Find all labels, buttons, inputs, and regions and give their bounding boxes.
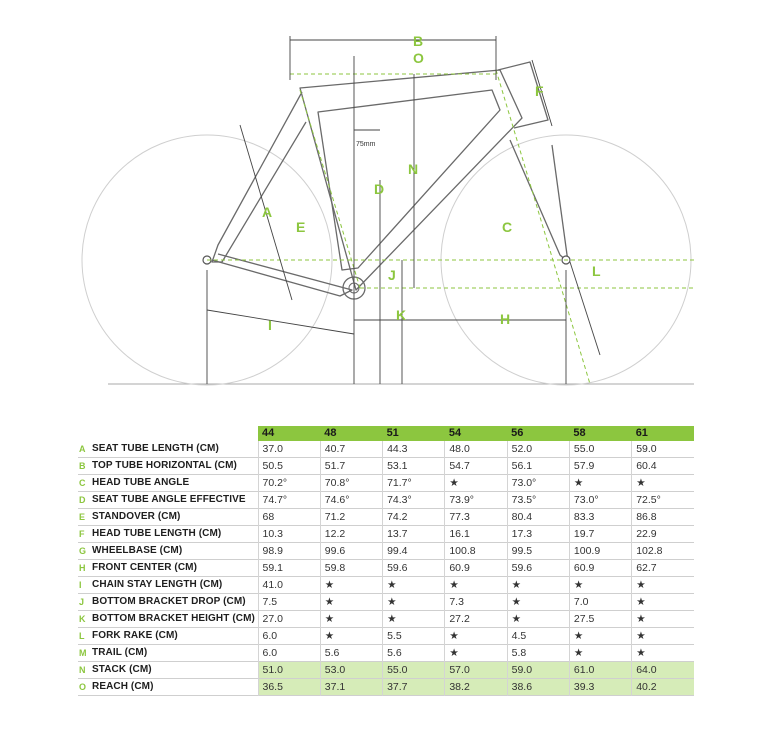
table-row: [78, 543, 694, 560]
geometry-table: [78, 426, 694, 696]
dim-letter-n: N: [408, 161, 419, 177]
table-cell: ★: [445, 577, 507, 594]
table-cell: 59.6: [507, 560, 569, 577]
table-cell: ★: [632, 475, 694, 492]
row-label: WHEELBASE (CM): [92, 545, 183, 556]
table-cell: 57.9: [569, 458, 631, 475]
table-cell: 98.9: [258, 543, 320, 560]
table-cell: ★: [320, 611, 382, 628]
table-cell: 70.2°: [258, 475, 320, 492]
dim-letter-f: F: [535, 83, 544, 99]
table-cell: 16.1: [445, 526, 507, 543]
table-cell: 22.9: [632, 526, 694, 543]
table-row: [78, 458, 694, 475]
table-cell: ★: [383, 611, 445, 628]
geometry-table-body: [78, 441, 694, 696]
table-cell: ★: [445, 628, 507, 645]
dim-letter-d: E: [296, 219, 306, 235]
table-cell: 74.3°: [383, 492, 445, 509]
table-cell: 72.5°: [632, 492, 694, 509]
size-header: 48: [320, 426, 382, 441]
table-cell: 54.7: [445, 458, 507, 475]
table-cell: 27.2: [445, 611, 507, 628]
reference-lines: [207, 70, 694, 384]
table-cell: 73.5°: [507, 492, 569, 509]
table-cell: 37.0: [258, 441, 320, 458]
table-cell: 71.7°: [383, 475, 445, 492]
table-cell: 59.8: [320, 560, 382, 577]
dim-letter-o: O: [413, 50, 424, 66]
table-cell: 99.4: [383, 543, 445, 560]
table-cell: 77.3: [445, 509, 507, 526]
table-cell: 52.0: [507, 441, 569, 458]
table-cell: 39.3: [569, 679, 631, 696]
table-cell: 37.1: [320, 679, 382, 696]
table-cell: 5.6: [383, 645, 445, 662]
row-code: H: [79, 563, 86, 573]
table-row: [78, 679, 694, 696]
table-cell: 74.7°: [258, 492, 320, 509]
table-cell: 59.0: [632, 441, 694, 458]
table-cell: 19.7: [569, 526, 631, 543]
dim-letter-k: K: [396, 307, 407, 323]
dim-letter-a: A: [262, 204, 273, 220]
table-cell: 51.7: [320, 458, 382, 475]
table-cell: 68: [258, 509, 320, 526]
table-cell: 38.2: [445, 679, 507, 696]
table-cell: ★: [445, 475, 507, 492]
table-row: [78, 611, 694, 628]
row-label: TOP TUBE HORIZONTAL (CM): [92, 460, 237, 471]
dim-letter-b: B: [413, 33, 424, 49]
table-cell: ★: [632, 577, 694, 594]
table-cell: 83.3: [569, 509, 631, 526]
table-cell: 41.0: [258, 577, 320, 594]
table-cell: 27.0: [258, 611, 320, 628]
table-cell: 10.3: [258, 526, 320, 543]
table-cell: ★: [569, 577, 631, 594]
table-cell: 73.9°: [445, 492, 507, 509]
table-cell: 80.4: [507, 509, 569, 526]
table-cell: 74.2: [383, 509, 445, 526]
header-blank: [92, 426, 258, 441]
dim-letter-i: I: [268, 317, 272, 333]
table-cell: 5.6: [320, 645, 382, 662]
table-cell: ★: [320, 594, 382, 611]
table-row: [78, 645, 694, 662]
table-cell: 7.0: [569, 594, 631, 611]
table-cell: 74.6°: [320, 492, 382, 509]
table-cell: ★: [632, 611, 694, 628]
table-row: [78, 526, 694, 543]
table-cell: 36.5: [258, 679, 320, 696]
row-code: D: [79, 495, 86, 505]
dim-letter-h: H: [500, 311, 511, 327]
table-row: [78, 594, 694, 611]
size-header: 44: [258, 426, 320, 441]
table-cell: 37.7: [383, 679, 445, 696]
table-cell: 102.8: [632, 543, 694, 560]
row-label: TRAIL (CM): [92, 647, 148, 658]
table-cell: 13.7: [383, 526, 445, 543]
table-cell: ★: [569, 475, 631, 492]
row-code: I: [79, 580, 82, 590]
table-cell: 100.8: [445, 543, 507, 560]
table-cell: 5.8: [507, 645, 569, 662]
table-cell: 99.5: [507, 543, 569, 560]
table-cell: 70.8°: [320, 475, 382, 492]
table-cell: 51.0: [258, 662, 320, 679]
table-cell: ★: [569, 645, 631, 662]
row-code: B: [79, 461, 86, 471]
table-row: [78, 577, 694, 594]
table-row: [78, 628, 694, 645]
dim-letter-c: C: [502, 219, 513, 235]
table-cell: 40.2: [632, 679, 694, 696]
table-cell: 50.5: [258, 458, 320, 475]
row-code: J: [79, 597, 85, 607]
table-cell: 61.0: [569, 662, 631, 679]
table-cell: 60.4: [632, 458, 694, 475]
row-label: HEAD TUBE LENGTH (CM): [92, 528, 222, 539]
table-cell: 55.0: [383, 662, 445, 679]
size-header: 58: [569, 426, 631, 441]
table-row: [78, 441, 694, 458]
table-cell: ★: [507, 594, 569, 611]
table-cell: 86.8: [632, 509, 694, 526]
row-label: STACK (CM): [92, 662, 258, 679]
table-cell: ★: [632, 645, 694, 662]
table-cell: 4.5: [507, 628, 569, 645]
row-code: E: [79, 512, 86, 522]
table-cell: ★: [320, 628, 382, 645]
row-label: HEAD TUBE ANGLE: [92, 477, 190, 488]
table-cell: ★: [383, 594, 445, 611]
row-code: N: [78, 662, 92, 679]
table-cell: 5.5: [383, 628, 445, 645]
bike-frame: [212, 62, 568, 296]
size-header: 51: [383, 426, 445, 441]
row-code: O: [78, 679, 92, 696]
table-row: [78, 475, 694, 492]
table-cell: 27.5: [569, 611, 631, 628]
table-cell: ★: [320, 577, 382, 594]
row-label: REACH (CM): [92, 679, 258, 696]
row-code: G: [79, 546, 87, 556]
table-cell: 7.3: [445, 594, 507, 611]
table-cell: ★: [632, 628, 694, 645]
table-cell: 73.0°: [569, 492, 631, 509]
table-cell: ★: [507, 577, 569, 594]
table-cell: 55.0: [569, 441, 631, 458]
table-cell: 6.0: [258, 628, 320, 645]
table-cell: ★: [632, 594, 694, 611]
row-label: STANDOVER (CM): [92, 511, 181, 522]
table-cell: 40.7: [320, 441, 382, 458]
row-label: CHAIN STAY LENGTH (CM): [92, 579, 223, 590]
row-label: BOTTOM BRACKET HEIGHT (CM): [92, 613, 255, 624]
table-row: [78, 560, 694, 577]
size-header: 56: [507, 426, 569, 441]
dim-letter-e: D: [374, 181, 385, 197]
table-cell: 53.1: [383, 458, 445, 475]
table-cell: 6.0: [258, 645, 320, 662]
table-cell: 71.2: [320, 509, 382, 526]
table-cell: 53.0: [320, 662, 382, 679]
table-cell: 99.6: [320, 543, 382, 560]
table-cell: 64.0: [632, 662, 694, 679]
table-cell: 60.9: [569, 560, 631, 577]
table-cell: 12.2: [320, 526, 382, 543]
table-cell: 38.6: [507, 679, 569, 696]
size-header-row: [78, 426, 694, 441]
table-cell: 59.6: [383, 560, 445, 577]
row-code: L: [79, 631, 85, 641]
table-cell: ★: [383, 577, 445, 594]
size-header: 54: [445, 426, 507, 441]
table-cell: 48.0: [445, 441, 507, 458]
table-cell: 7.5: [258, 594, 320, 611]
table-cell: 17.3: [507, 526, 569, 543]
row-code: M: [79, 648, 87, 658]
table-cell: ★: [569, 628, 631, 645]
dim-note-75mm: 75mm: [356, 141, 376, 148]
row-code: K: [79, 614, 86, 624]
row-label: FRONT CENTER (CM): [92, 562, 198, 573]
table-row: [78, 662, 694, 679]
row-code: F: [79, 529, 85, 539]
row-code: C: [79, 478, 86, 488]
table-cell: 62.7: [632, 560, 694, 577]
row-label: SEAT TUBE LENGTH (CM): [92, 443, 219, 454]
table-row: [78, 492, 694, 509]
row-label: BOTTOM BRACKET DROP (CM): [92, 596, 246, 607]
table-cell: ★: [445, 645, 507, 662]
table-cell: 59.1: [258, 560, 320, 577]
row-label: FORK RAKE (CM): [92, 630, 178, 641]
header-blank: [78, 426, 92, 441]
dim-letter-l: L: [592, 263, 601, 279]
table-cell: 60.9: [445, 560, 507, 577]
table-cell: 56.1: [507, 458, 569, 475]
table-cell: 44.3: [383, 441, 445, 458]
row-code: A: [79, 444, 86, 454]
table-cell: 100.9: [569, 543, 631, 560]
table-cell: 73.0°: [507, 475, 569, 492]
table-cell: 59.0: [507, 662, 569, 679]
dim-letter-j: J: [388, 267, 396, 283]
table-cell: 57.0: [445, 662, 507, 679]
size-header: 61: [632, 426, 694, 441]
table-row: [78, 509, 694, 526]
table-cell: ★: [507, 611, 569, 628]
row-label: SEAT TUBE ANGLE EFFECTIVE: [92, 494, 246, 505]
